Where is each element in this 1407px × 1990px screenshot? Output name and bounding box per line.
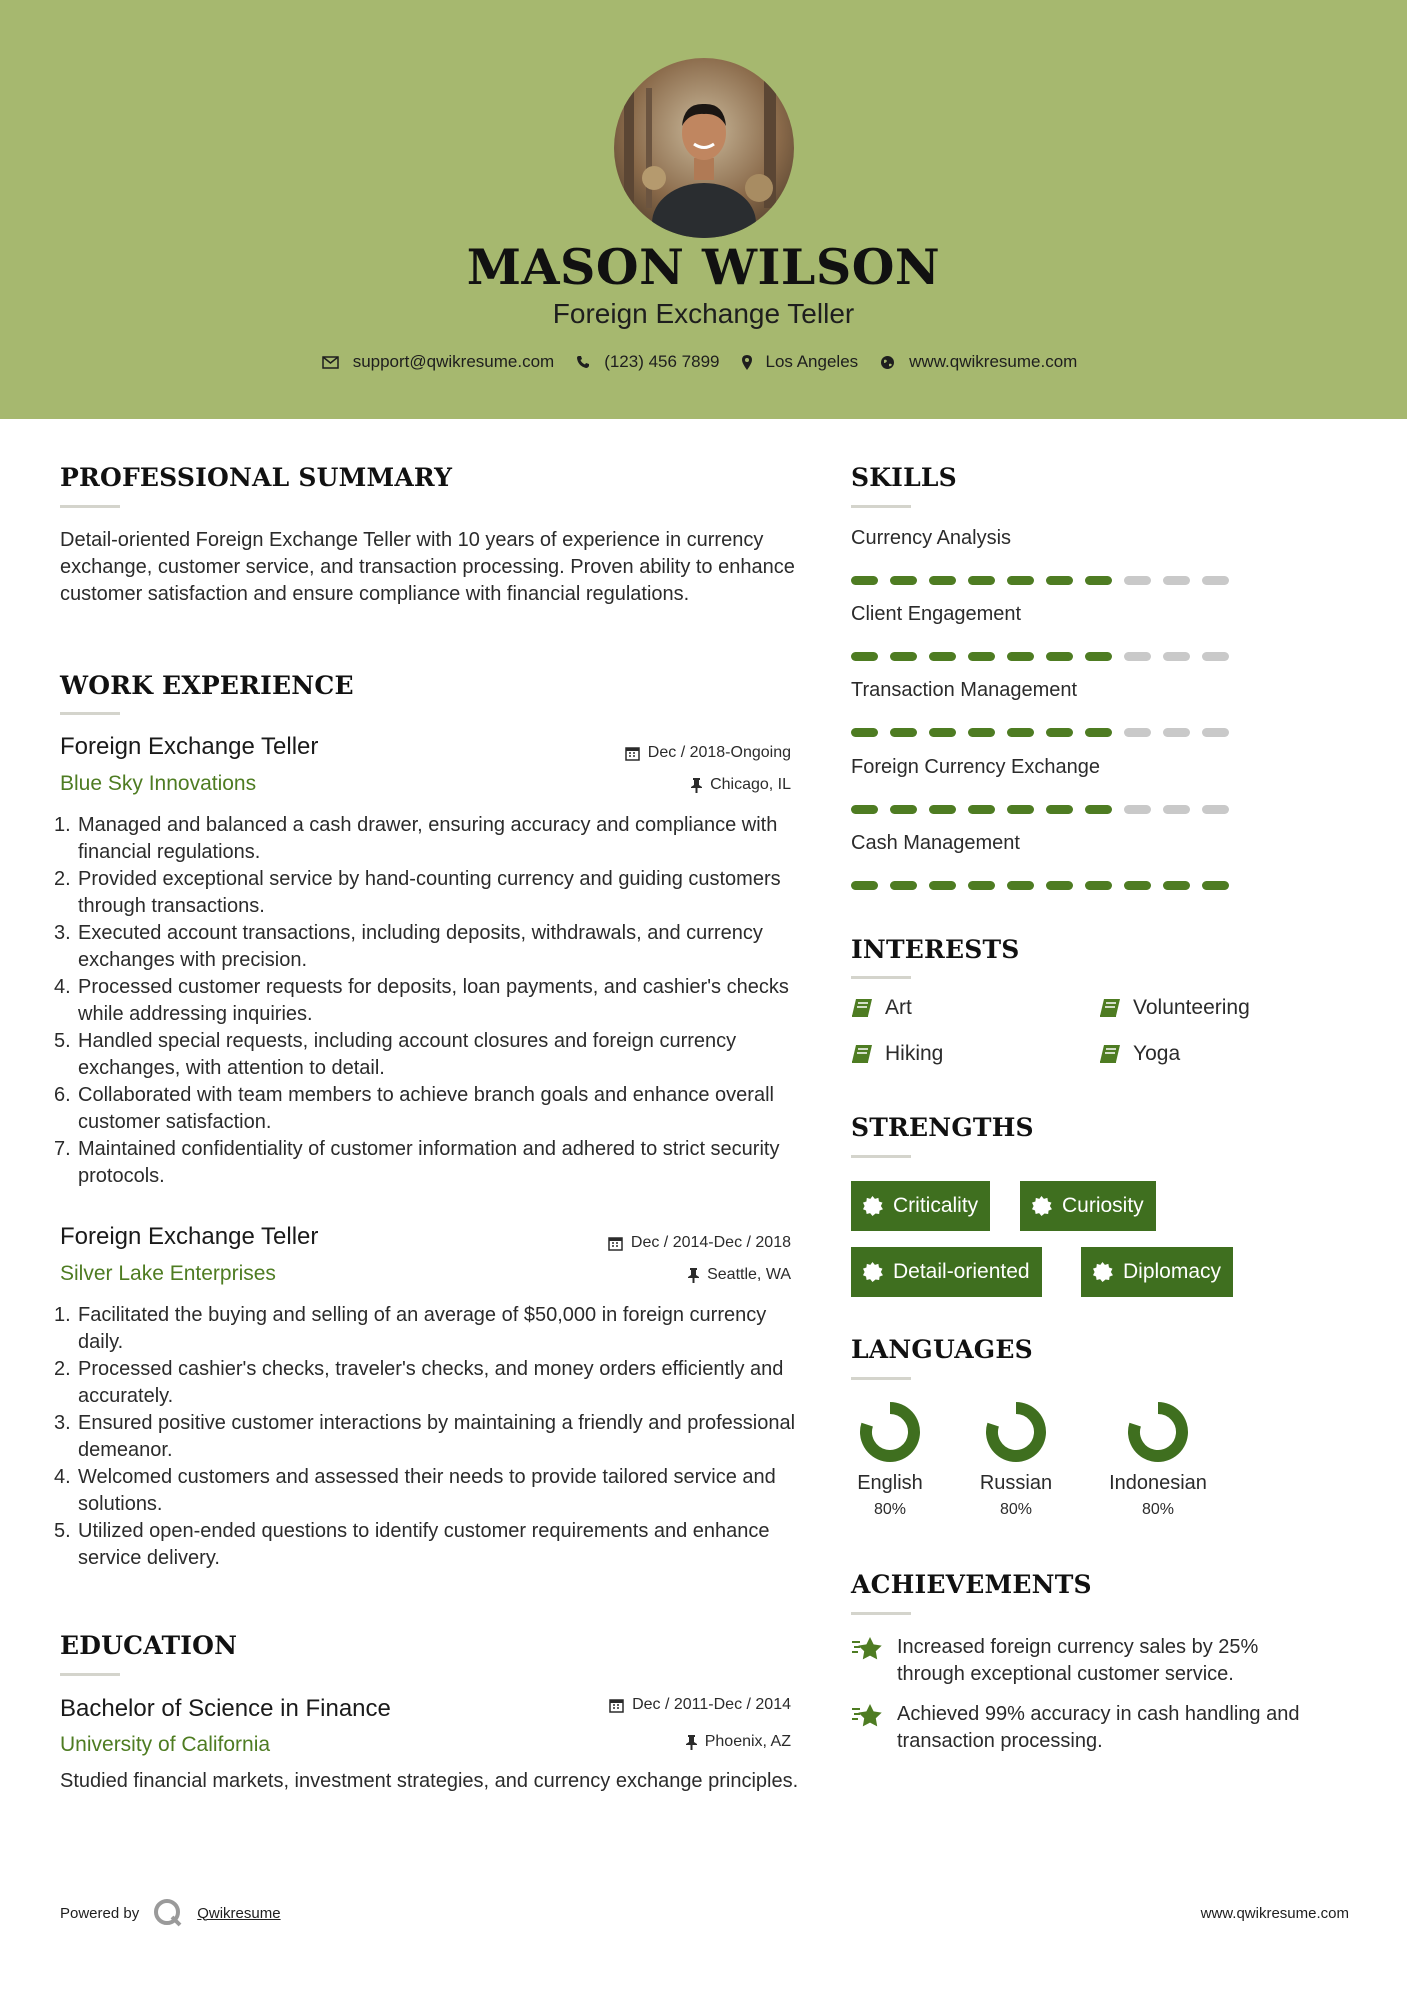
language-item (1098, 1400, 1218, 1519)
contact-phone-text: (123) 456 7899 (604, 352, 720, 371)
contact-phone[interactable] (576, 352, 719, 372)
list-item: Ensured positive customer interactions by maintaining a friendly and professional demeanor. (78, 1412, 796, 1461)
language-percent: 80% (999, 1501, 1033, 1518)
qwikresume-logo-icon (153, 1898, 183, 1928)
achievement-text: Achieved 99% accuracy in cash handling and transaction processing. (897, 1703, 1300, 1752)
contact-email[interactable] (322, 352, 555, 372)
skill-level-segment (1007, 652, 1034, 661)
skill-level-bar (851, 881, 1229, 890)
list-item: Maintained confidentiality of customer information and adhered to strict security protocols. (78, 1138, 780, 1187)
skill-level-segment (1202, 576, 1229, 585)
education-location (686, 1733, 791, 1751)
book-icon (851, 1044, 873, 1064)
language-name: English (857, 1472, 923, 1494)
work-heading: WORK EXPERIENCE (60, 671, 354, 700)
list-item: Collaborated with team members to achieve branch goals and enhance overall customer satisfaction. (78, 1084, 774, 1133)
job-dates (608, 1234, 791, 1252)
skill-level-segment (1085, 576, 1112, 585)
education-description: Studied financial markets, investment strategies, and currency exchange principles. (60, 1770, 799, 1792)
skill-level-segment (851, 728, 878, 737)
skill-level-segment (1046, 652, 1073, 661)
education-dates-text: Dec / 2011-Dec / 2014 (632, 1696, 791, 1713)
list-item: Processed customer requests for deposits, loan payments, and cashier's checks while addressing inquiries. (78, 976, 789, 1025)
section-divider (60, 712, 120, 715)
skill-level-segment (1085, 881, 1112, 890)
skill-level-segment (851, 576, 878, 585)
section-divider (851, 1377, 911, 1380)
skills-heading: SKILLS (851, 463, 957, 492)
language-item (851, 1400, 929, 1519)
skill-level-segment (1202, 881, 1229, 890)
job-title: Foreign Exchange Teller (60, 1223, 319, 1250)
calendar-icon (609, 1698, 624, 1713)
powered-by-label: Powered by (60, 1904, 140, 1922)
contact-email-text: support@qwikresume.com (352, 352, 555, 371)
qwikresume-link[interactable]: Qwikresume (197, 1904, 281, 1922)
section-divider (851, 1155, 911, 1158)
section-divider (851, 976, 911, 979)
interest-label: Yoga (1133, 1042, 1181, 1065)
list-item: Utilized open-ended questions to identify customer requirements and enhance service delivery. (78, 1520, 770, 1569)
skill-level-segment (1046, 881, 1073, 890)
skill-level-segment (890, 728, 917, 737)
skill-name: Transaction Management (851, 679, 1078, 701)
skill-name: Client Engagement (851, 603, 1022, 625)
language-progress-arc (1134, 1408, 1182, 1456)
section-divider (60, 505, 120, 508)
badge-icon (863, 1262, 883, 1282)
skill-level-segment (1124, 805, 1151, 814)
interest-item (851, 996, 912, 1020)
book-icon (1099, 998, 1121, 1018)
calendar-icon (625, 746, 640, 761)
pushpin-icon (686, 1735, 697, 1750)
skill-level-segment (1046, 576, 1073, 585)
skill-level-segment (851, 805, 878, 814)
badge-icon (1093, 1262, 1113, 1282)
skill-level-bar (851, 576, 1229, 585)
skill-level-segment (1163, 652, 1190, 661)
skill-level-segment (890, 576, 917, 585)
skill-level-segment (1163, 881, 1190, 890)
strengths-heading: STRENGTHS (851, 1113, 1034, 1142)
interest-item (851, 1042, 943, 1066)
resume-header (0, 0, 1407, 419)
language-progress-ring (858, 1400, 922, 1464)
achievement-item (851, 1634, 1331, 1688)
language-percent: 80% (1141, 1501, 1175, 1518)
powered-by (60, 1898, 281, 1928)
skill-level-segment (1163, 576, 1190, 585)
skill-level-segment (1085, 728, 1112, 737)
interests-heading: INTERESTS (851, 935, 1020, 964)
skill-level-segment (1046, 728, 1073, 737)
skill-level-segment (1007, 805, 1034, 814)
skill-level-segment (1202, 805, 1229, 814)
strength-label: Diplomacy (1123, 1260, 1222, 1283)
strength-badge (1020, 1181, 1156, 1231)
strength-badge (851, 1247, 1042, 1297)
school-name: University of California (60, 1733, 271, 1756)
calendar-icon (608, 1236, 623, 1251)
skill-level-segment (968, 652, 995, 661)
skill-level-segment (1085, 805, 1112, 814)
list-item: Welcomed customers and assessed their needs to provide tailored service and solutions. (78, 1466, 776, 1515)
book-icon (851, 998, 873, 1018)
skill-level-segment (1202, 728, 1229, 737)
strength-label: Curiosity (1062, 1194, 1144, 1217)
strength-badge (1081, 1247, 1233, 1297)
language-progress-arc (866, 1408, 914, 1456)
job-duties-list (60, 812, 800, 1190)
pushpin-icon (691, 778, 702, 793)
skill-level-segment (929, 652, 956, 661)
pushpin-icon (688, 1268, 699, 1283)
skill-level-segment (968, 881, 995, 890)
summary-heading: PROFESSIONAL SUMMARY (60, 463, 453, 492)
list-item: Executed account transactions, including deposits, withdrawals, and currency exchanges with precision. (78, 922, 763, 971)
skill-level-segment (929, 576, 956, 585)
phone-icon (576, 355, 590, 369)
skill-level-segment (890, 805, 917, 814)
candidate-name: MASON WILSON (466, 238, 941, 296)
language-progress-ring (984, 1400, 1048, 1464)
languages-heading: LANGUAGES (851, 1335, 1033, 1364)
badge-icon (1032, 1196, 1052, 1216)
profile-photo (614, 58, 794, 238)
section-divider (851, 1612, 911, 1615)
skill-level-segment (1163, 728, 1190, 737)
job-dates-text: Dec / 2014-Dec / 2018 (630, 1234, 791, 1251)
skill-level-segment (1085, 652, 1112, 661)
star-icon (851, 1636, 885, 1662)
skill-level-segment (1124, 652, 1151, 661)
education-location-text: Phoenix, AZ (704, 1733, 791, 1750)
star-icon (851, 1703, 885, 1729)
contact-website[interactable] (880, 352, 1077, 372)
language-progress-arc (992, 1408, 1040, 1456)
section-divider (60, 1673, 120, 1676)
skill-level-segment (1163, 805, 1190, 814)
skill-name: Currency Analysis (851, 527, 1012, 549)
strength-label: Criticality (893, 1194, 979, 1217)
skill-level-segment (968, 576, 995, 585)
section-divider (851, 505, 911, 508)
job-dates (625, 744, 791, 762)
contact-bar (0, 352, 1407, 372)
language-item (974, 1400, 1058, 1519)
list-item: Provided exceptional service by hand-counting currency and guiding customers through transactions. (78, 868, 781, 917)
skill-level-segment (929, 728, 956, 737)
list-item: Processed cashier's checks, traveler's checks, and money orders efficiently and accurately. (78, 1358, 784, 1407)
list-item: Facilitated the buying and selling of an average of $50,000 in foreign currency daily. (78, 1304, 767, 1353)
skill-level-segment (1124, 576, 1151, 585)
job-location (688, 1266, 791, 1284)
skill-name: Foreign Currency Exchange (851, 756, 1101, 778)
job-location (691, 776, 791, 794)
job-company: Blue Sky Innovations (60, 772, 257, 795)
skill-level-bar (851, 805, 1229, 814)
skill-level-segment (1202, 652, 1229, 661)
skill-level-bar (851, 728, 1229, 737)
contact-website-text: www.qwikresume.com (909, 352, 1078, 371)
language-name: Russian (979, 1472, 1053, 1494)
education-heading: EDUCATION (60, 1631, 238, 1660)
map-pin-icon (742, 355, 752, 370)
job-location-text: Seattle, WA (707, 1266, 791, 1283)
achievement-text: Increased foreign currency sales by 25% through exceptional customer service. (897, 1636, 1259, 1685)
badge-icon (863, 1196, 883, 1216)
book-icon (1099, 1044, 1121, 1064)
degree-title: Bachelor of Science in Finance (60, 1695, 391, 1722)
skill-level-segment (968, 805, 995, 814)
skill-level-bar (851, 652, 1229, 661)
job-dates-text: Dec / 2018-Ongoing (647, 744, 791, 761)
list-item: Managed and balanced a cash drawer, ensuring accuracy and compliance with financial regulations. (78, 814, 778, 863)
job-company: Silver Lake Enterprises (60, 1262, 276, 1285)
strength-label: Detail-oriented (893, 1260, 1030, 1283)
interest-item (1099, 1042, 1180, 1066)
skill-level-segment (1007, 728, 1034, 737)
interest-item (1099, 996, 1250, 1020)
skill-level-segment (1007, 576, 1034, 585)
skill-level-segment (890, 881, 917, 890)
skill-level-segment (851, 881, 878, 890)
footer-website[interactable]: www.qwikresume.com (1200, 1905, 1349, 1922)
envelope-icon (322, 356, 339, 369)
interest-label: Hiking (885, 1042, 944, 1065)
skill-level-segment (968, 728, 995, 737)
contact-location (742, 352, 859, 372)
interest-label: Art (885, 996, 912, 1019)
strength-badge (851, 1181, 990, 1231)
job-location-text: Chicago, IL (710, 776, 791, 793)
achievements-heading: ACHIEVEMENTS (851, 1570, 1092, 1599)
job-duties-list (60, 1302, 800, 1572)
education-dates (609, 1696, 791, 1714)
skill-level-segment (851, 652, 878, 661)
skill-level-segment (1007, 881, 1034, 890)
language-progress-ring (1126, 1400, 1190, 1464)
skill-level-segment (890, 652, 917, 661)
skill-level-segment (929, 881, 956, 890)
skill-level-segment (1124, 881, 1151, 890)
interest-label: Volunteering (1133, 996, 1250, 1019)
list-item: Handled special requests, including account closures and foreign currency exchanges, with attention to detail. (78, 1030, 737, 1079)
skill-level-segment (1124, 728, 1151, 737)
job-title: Foreign Exchange Teller (60, 733, 319, 760)
language-name: Indonesian (1109, 1472, 1207, 1494)
skill-level-segment (1046, 805, 1073, 814)
candidate-title: Foreign Exchange Teller (552, 298, 855, 329)
skill-name: Cash Management (851, 832, 1020, 854)
contact-location-text: Los Angeles (765, 352, 859, 371)
summary-text: Detail-oriented Foreign Exchange Teller with 10 years of experience in currency exchange, customer service, and transaction processing. Proven ability to enhance customer satisfaction and ensure compliance with financial regulations. (60, 529, 795, 605)
achievement-item (851, 1701, 1331, 1755)
globe-icon (880, 355, 895, 370)
skill-level-segment (929, 805, 956, 814)
language-percent: 80% (873, 1501, 907, 1518)
